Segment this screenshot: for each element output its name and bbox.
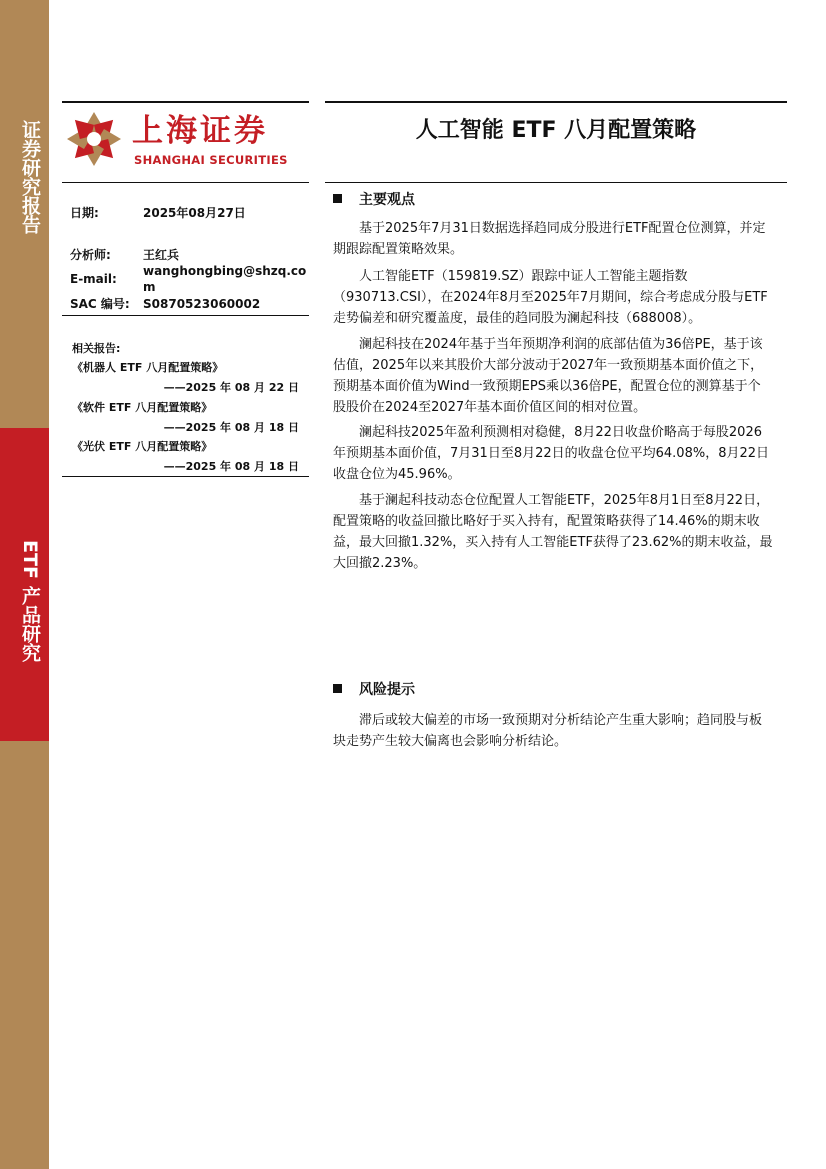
related-rule [62,476,309,477]
main-point-paragraph-4: 澜起科技2025年盈利预测相对稳健，8月22日收盘价略高于每股2026年预期基本面价值，7月31日至8月22日的收盘仓位平均64.08%，8月22日收盘仓位为45.96%。 [333,425,770,482]
related-report-title-3[interactable]: 《光伏 ETF 八月配置策略》 [72,440,213,453]
sac-value: S0870523060002 [143,297,261,311]
top-rule-left [62,101,309,103]
brand-name-cn: 上海证券 [132,113,268,149]
related-report-date-1: ——2025 年 08 月 22 日 [163,381,299,394]
shanghai-securities-logo-icon [66,111,122,167]
brand-name-en: SHANGHAI SECURITIES [134,153,288,167]
main-points-heading [333,189,415,209]
header-rule-left [62,182,309,183]
square-bullet-icon [333,194,342,203]
related-report-date-3: ——2025 年 08 月 18 日 [163,460,299,473]
main-point-paragraph-5: 基于澜起科技动态仓位配置人工智能ETF，2025年8月1日至8月22日，配置策略的收益回撤比略好于买入持有，配置策略获得了14.46%的期末收益，最大回撤1.32%，买入持有人工智能ETF获得了23.62%的期末收益，最大回撤2.23%。 [333,493,773,571]
sidebar-report-type: 证券研究报告 [19,120,41,234]
meta-rule [62,315,309,316]
report-title: 人工智能 ETF 八月配置策略 [415,118,697,143]
related-report-title-2[interactable]: 《软件 ETF 八月配置策略》 [72,401,213,414]
main-point-paragraph-1: 基于2025年7月31日数据选择趋同成分股进行ETF配置仓位测算，并定期跟踪配置策略效果。 [333,221,766,257]
email-line-2: m [143,280,156,294]
square-bullet-icon [333,684,342,693]
email-line-1: wanghongbing@shzq.co [143,264,307,278]
date-value: 2025年08月27日 [143,206,246,220]
main-point-paragraph-3: 澜起科技在2024年基于当年预期净利润的底部估值为36倍PE，基于该估值，2025年以来其股价大部分波动于2027年一致预期基本面价值之下，预期基本面价值为Wind一致预期EPS乘以36倍PE，配置仓位的测算基于个股股价在2024至2027年基本面价值区间的相对位置。 [333,337,764,415]
email-value[interactable] [143,263,306,295]
sidebar-category: ETF 产品研究 [19,540,41,662]
analyst-label: 分析师: [70,248,111,262]
top-rule-right [325,101,787,103]
risk-heading-text: 风险提示 [359,682,415,698]
related-report-title-1[interactable]: 《机器人 ETF 八月配置策略》 [72,361,224,374]
email-label: E-mail: [70,272,117,286]
main-points-heading-text: 主要观点 [359,192,415,208]
date-label: 日期: [70,206,99,220]
risk-paragraph: 滞后或较大偏差的市场一致预期对分析结论产生重大影响；趋同股与板块走势产生较大偏离也会影响分析结论。 [333,713,763,749]
sac-label: SAC 编号: [70,297,130,311]
header-rule-right [325,182,787,183]
main-point-paragraph-2: 人工智能ETF（159819.SZ）跟踪中证人工智能主题指数（930713.CSI），在2024年8月至2025年7月期间，综合考虑成分股与ETF走势偏差和研究覆盖度，最佳的趋同股为澜起科技（688008）。 [333,269,768,326]
risk-heading [333,679,415,699]
related-report-date-2: ——2025 年 08 月 18 日 [163,421,299,434]
analyst-value: 王红兵 [143,248,180,262]
related-reports-heading: 相关报告: [72,342,121,355]
